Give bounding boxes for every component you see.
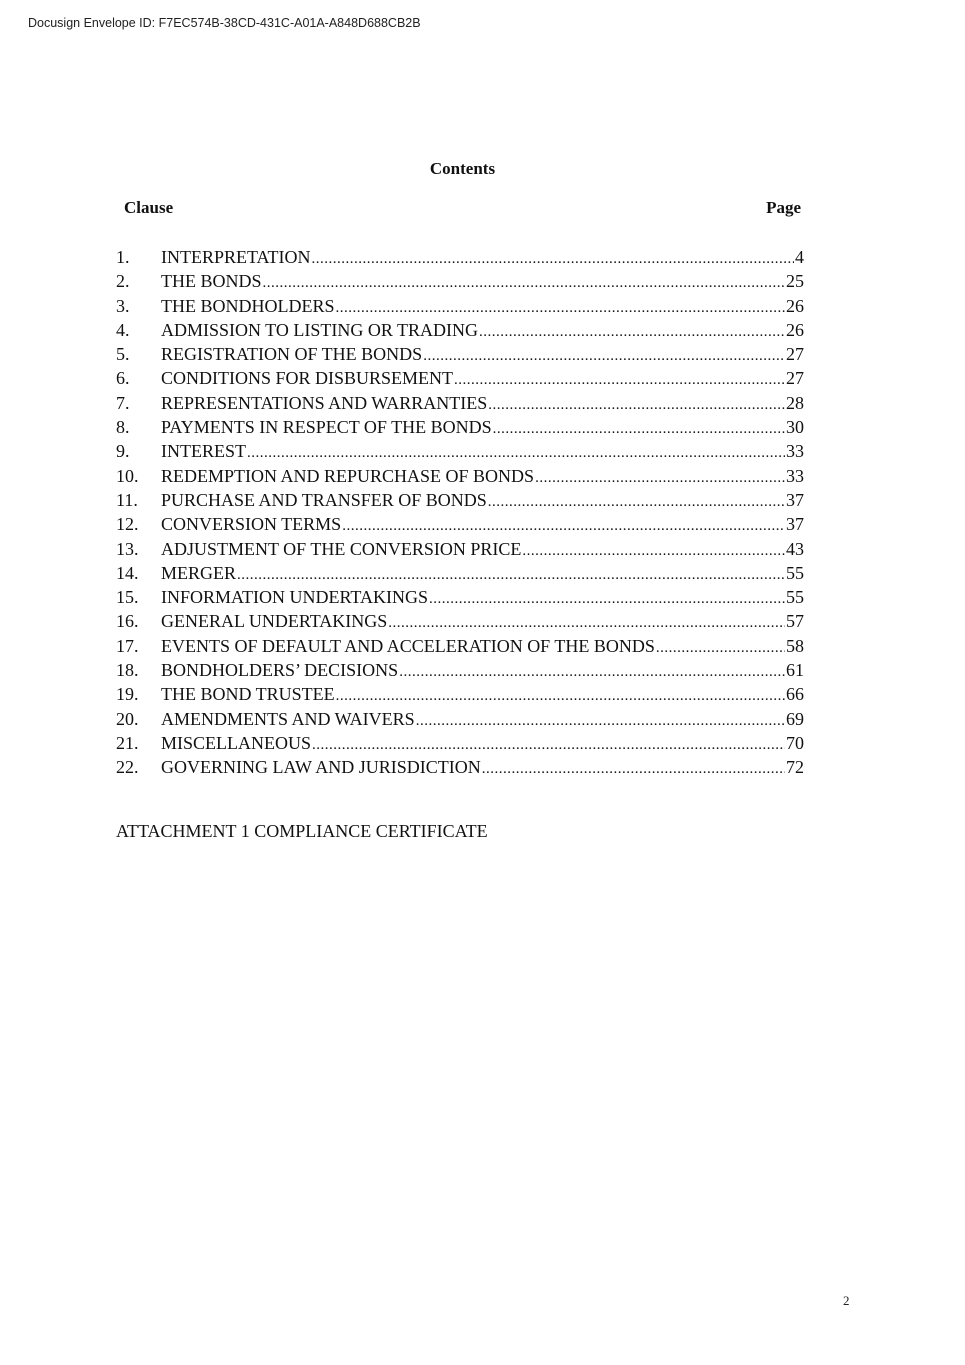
toc-entry-number: 21. <box>116 732 139 753</box>
toc-entry-17[interactable] <box>116 634 804 658</box>
toc-entry-11[interactable] <box>116 488 804 512</box>
toc-entry-number: 14. <box>116 562 139 583</box>
toc-entry-page: 33 <box>786 441 804 462</box>
toc-entry-title: CONDITIONS FOR DISBURSEMENT <box>161 368 454 389</box>
toc-dot-leader <box>399 660 785 682</box>
toc-entry-page: 43 <box>786 538 804 559</box>
toc-entry-page: 58 <box>786 635 804 656</box>
toc-entry-page: 26 <box>786 295 804 316</box>
toc-dot-leader <box>535 466 785 488</box>
toc-dot-leader <box>482 757 785 779</box>
toc-entry-14[interactable] <box>116 561 804 585</box>
toc-entry-1[interactable] <box>116 245 804 269</box>
toc-entry-page: 30 <box>786 417 804 438</box>
toc-entry-2[interactable] <box>116 269 804 293</box>
toc-entry-number: 22. <box>116 757 139 778</box>
attachment-entry[interactable]: ATTACHMENT 1 COMPLIANCE CERTIFICATE <box>116 821 488 841</box>
toc-entry-page: 37 <box>786 489 804 510</box>
toc-entry-title: GENERAL UNDERTAKINGS <box>161 611 388 632</box>
table-of-contents <box>116 245 804 780</box>
toc-entry-title: INFORMATION UNDERTAKINGS <box>161 587 428 608</box>
toc-entry-15[interactable] <box>116 585 804 609</box>
toc-entry-number: 6. <box>116 368 130 389</box>
toc-entry-number: 5. <box>116 344 130 365</box>
toc-entry-number: 10. <box>116 465 139 486</box>
toc-entry-page: 61 <box>786 660 804 681</box>
toc-entry-title: THE BONDS <box>161 271 262 292</box>
toc-entry-number: 19. <box>116 684 139 705</box>
toc-entry-number: 18. <box>116 660 139 681</box>
toc-entry-page: 70 <box>786 732 804 753</box>
toc-dot-leader <box>312 247 794 269</box>
toc-entry-number: 16. <box>116 611 139 632</box>
page-column-header: Page <box>766 198 801 217</box>
toc-entry-title: CONVERSION TERMS <box>161 514 342 535</box>
toc-entry-page: 27 <box>786 368 804 389</box>
toc-entry-12[interactable] <box>116 512 804 536</box>
toc-entry-page: 55 <box>786 562 804 583</box>
toc-entry-number: 11. <box>116 489 138 510</box>
toc-entry-title: EVENTS OF DEFAULT AND ACCELERATION OF THE BONDS <box>161 635 655 656</box>
docusign-envelope-id: Docusign Envelope ID: F7EC574B-38CD-431C-A01A-A848D688CB2B <box>28 16 421 30</box>
toc-entry-page: 33 <box>786 465 804 486</box>
toc-dot-leader <box>656 636 785 658</box>
toc-entry-title: REGISTRATION OF THE BONDS <box>161 344 423 365</box>
toc-entry-title: THE BONDHOLDERS <box>161 295 335 316</box>
page-number: 2 <box>843 1293 850 1308</box>
toc-entry-number: 20. <box>116 708 139 729</box>
toc-entry-title: PAYMENTS IN RESPECT OF THE BONDS <box>161 417 492 438</box>
toc-entry-page: 28 <box>786 392 804 413</box>
toc-entry-9[interactable] <box>116 439 804 463</box>
toc-entry-19[interactable] <box>116 682 804 706</box>
toc-entry-10[interactable] <box>116 464 804 488</box>
toc-dot-leader <box>522 539 785 561</box>
toc-entry-8[interactable] <box>116 415 804 439</box>
toc-entry-page: 66 <box>786 684 804 705</box>
toc-entry-page: 27 <box>786 344 804 365</box>
toc-entry-title: BONDHOLDERS’ DECISIONS <box>161 660 399 681</box>
toc-entry-title: INTEREST <box>161 441 246 462</box>
toc-entry-title: ADMISSION TO LISTING OR TRADING <box>161 319 479 340</box>
toc-entry-6[interactable] <box>116 366 804 390</box>
toc-entry-page: 26 <box>786 319 804 340</box>
toc-entry-number: 4. <box>116 319 130 340</box>
toc-dot-leader <box>416 709 785 731</box>
toc-entry-20[interactable] <box>116 707 804 731</box>
toc-entry-page: 55 <box>786 587 804 608</box>
toc-entry-title: MISCELLANEOUS <box>161 732 312 753</box>
toc-entry-number: 15. <box>116 587 139 608</box>
toc-entry-page: 72 <box>786 757 804 778</box>
toc-entry-title: AMENDMENTS AND WAIVERS <box>161 708 415 729</box>
toc-entry-number: 3. <box>116 295 130 316</box>
toc-entry-page: 25 <box>786 271 804 292</box>
toc-entry-page: 57 <box>786 611 804 632</box>
toc-dot-leader <box>493 417 785 439</box>
toc-dot-leader <box>336 684 785 706</box>
toc-entry-title: GOVERNING LAW AND JURISDICTION <box>161 757 481 778</box>
toc-dot-leader <box>336 296 786 318</box>
toc-entry-number: 1. <box>116 247 130 267</box>
toc-entry-title: ADJUSTMENT OF THE CONVERSION PRICE <box>161 538 522 559</box>
toc-entry-number: 2. <box>116 271 130 292</box>
toc-entry-5[interactable] <box>116 342 804 366</box>
toc-entry-title: PURCHASE AND TRANSFER OF BONDS <box>161 489 487 510</box>
toc-dot-leader <box>488 393 785 415</box>
contents-heading: Contents <box>429 159 496 178</box>
toc-entry-16[interactable] <box>116 609 804 633</box>
toc-entry-13[interactable] <box>116 537 804 561</box>
toc-dot-leader <box>247 441 785 463</box>
toc-dot-leader <box>488 490 785 512</box>
toc-dot-leader <box>237 563 785 585</box>
toc-dot-leader <box>263 271 785 293</box>
toc-entry-title: REPRESENTATIONS AND WARRANTIES <box>161 392 488 413</box>
toc-entry-title: THE BOND TRUSTEE <box>161 684 335 705</box>
toc-entry-number: 9. <box>116 441 130 462</box>
toc-entry-title: INTERPRETATION <box>161 247 311 267</box>
toc-entry-18[interactable] <box>116 658 804 682</box>
toc-entry-number: 12. <box>116 514 139 535</box>
toc-dot-leader <box>312 733 785 755</box>
toc-entry-title: REDEMPTION AND REPURCHASE OF BONDS <box>161 465 535 486</box>
clause-column-header: Clause <box>124 198 174 217</box>
toc-dot-leader <box>454 368 785 390</box>
toc-dot-leader <box>429 587 785 609</box>
toc-entry-7[interactable] <box>116 391 804 415</box>
toc-entry-21[interactable] <box>116 731 804 755</box>
toc-entry-4[interactable] <box>116 318 804 342</box>
toc-entry-3[interactable] <box>116 294 804 318</box>
toc-entry-22[interactable] <box>116 755 804 779</box>
toc-entry-number: 8. <box>116 417 130 438</box>
toc-dot-leader <box>479 320 785 342</box>
toc-entry-page: 69 <box>786 708 804 729</box>
toc-dot-leader <box>423 344 785 366</box>
toc-entry-number: 7. <box>116 392 130 413</box>
toc-entry-title: MERGER <box>161 562 237 583</box>
toc-entry-page: 37 <box>786 514 804 535</box>
toc-dot-leader <box>388 611 785 633</box>
toc-entry-number: 13. <box>116 538 139 559</box>
toc-entry-number: 17. <box>116 635 139 656</box>
toc-dot-leader <box>342 514 785 536</box>
toc-entry-page: 4 <box>795 247 804 267</box>
